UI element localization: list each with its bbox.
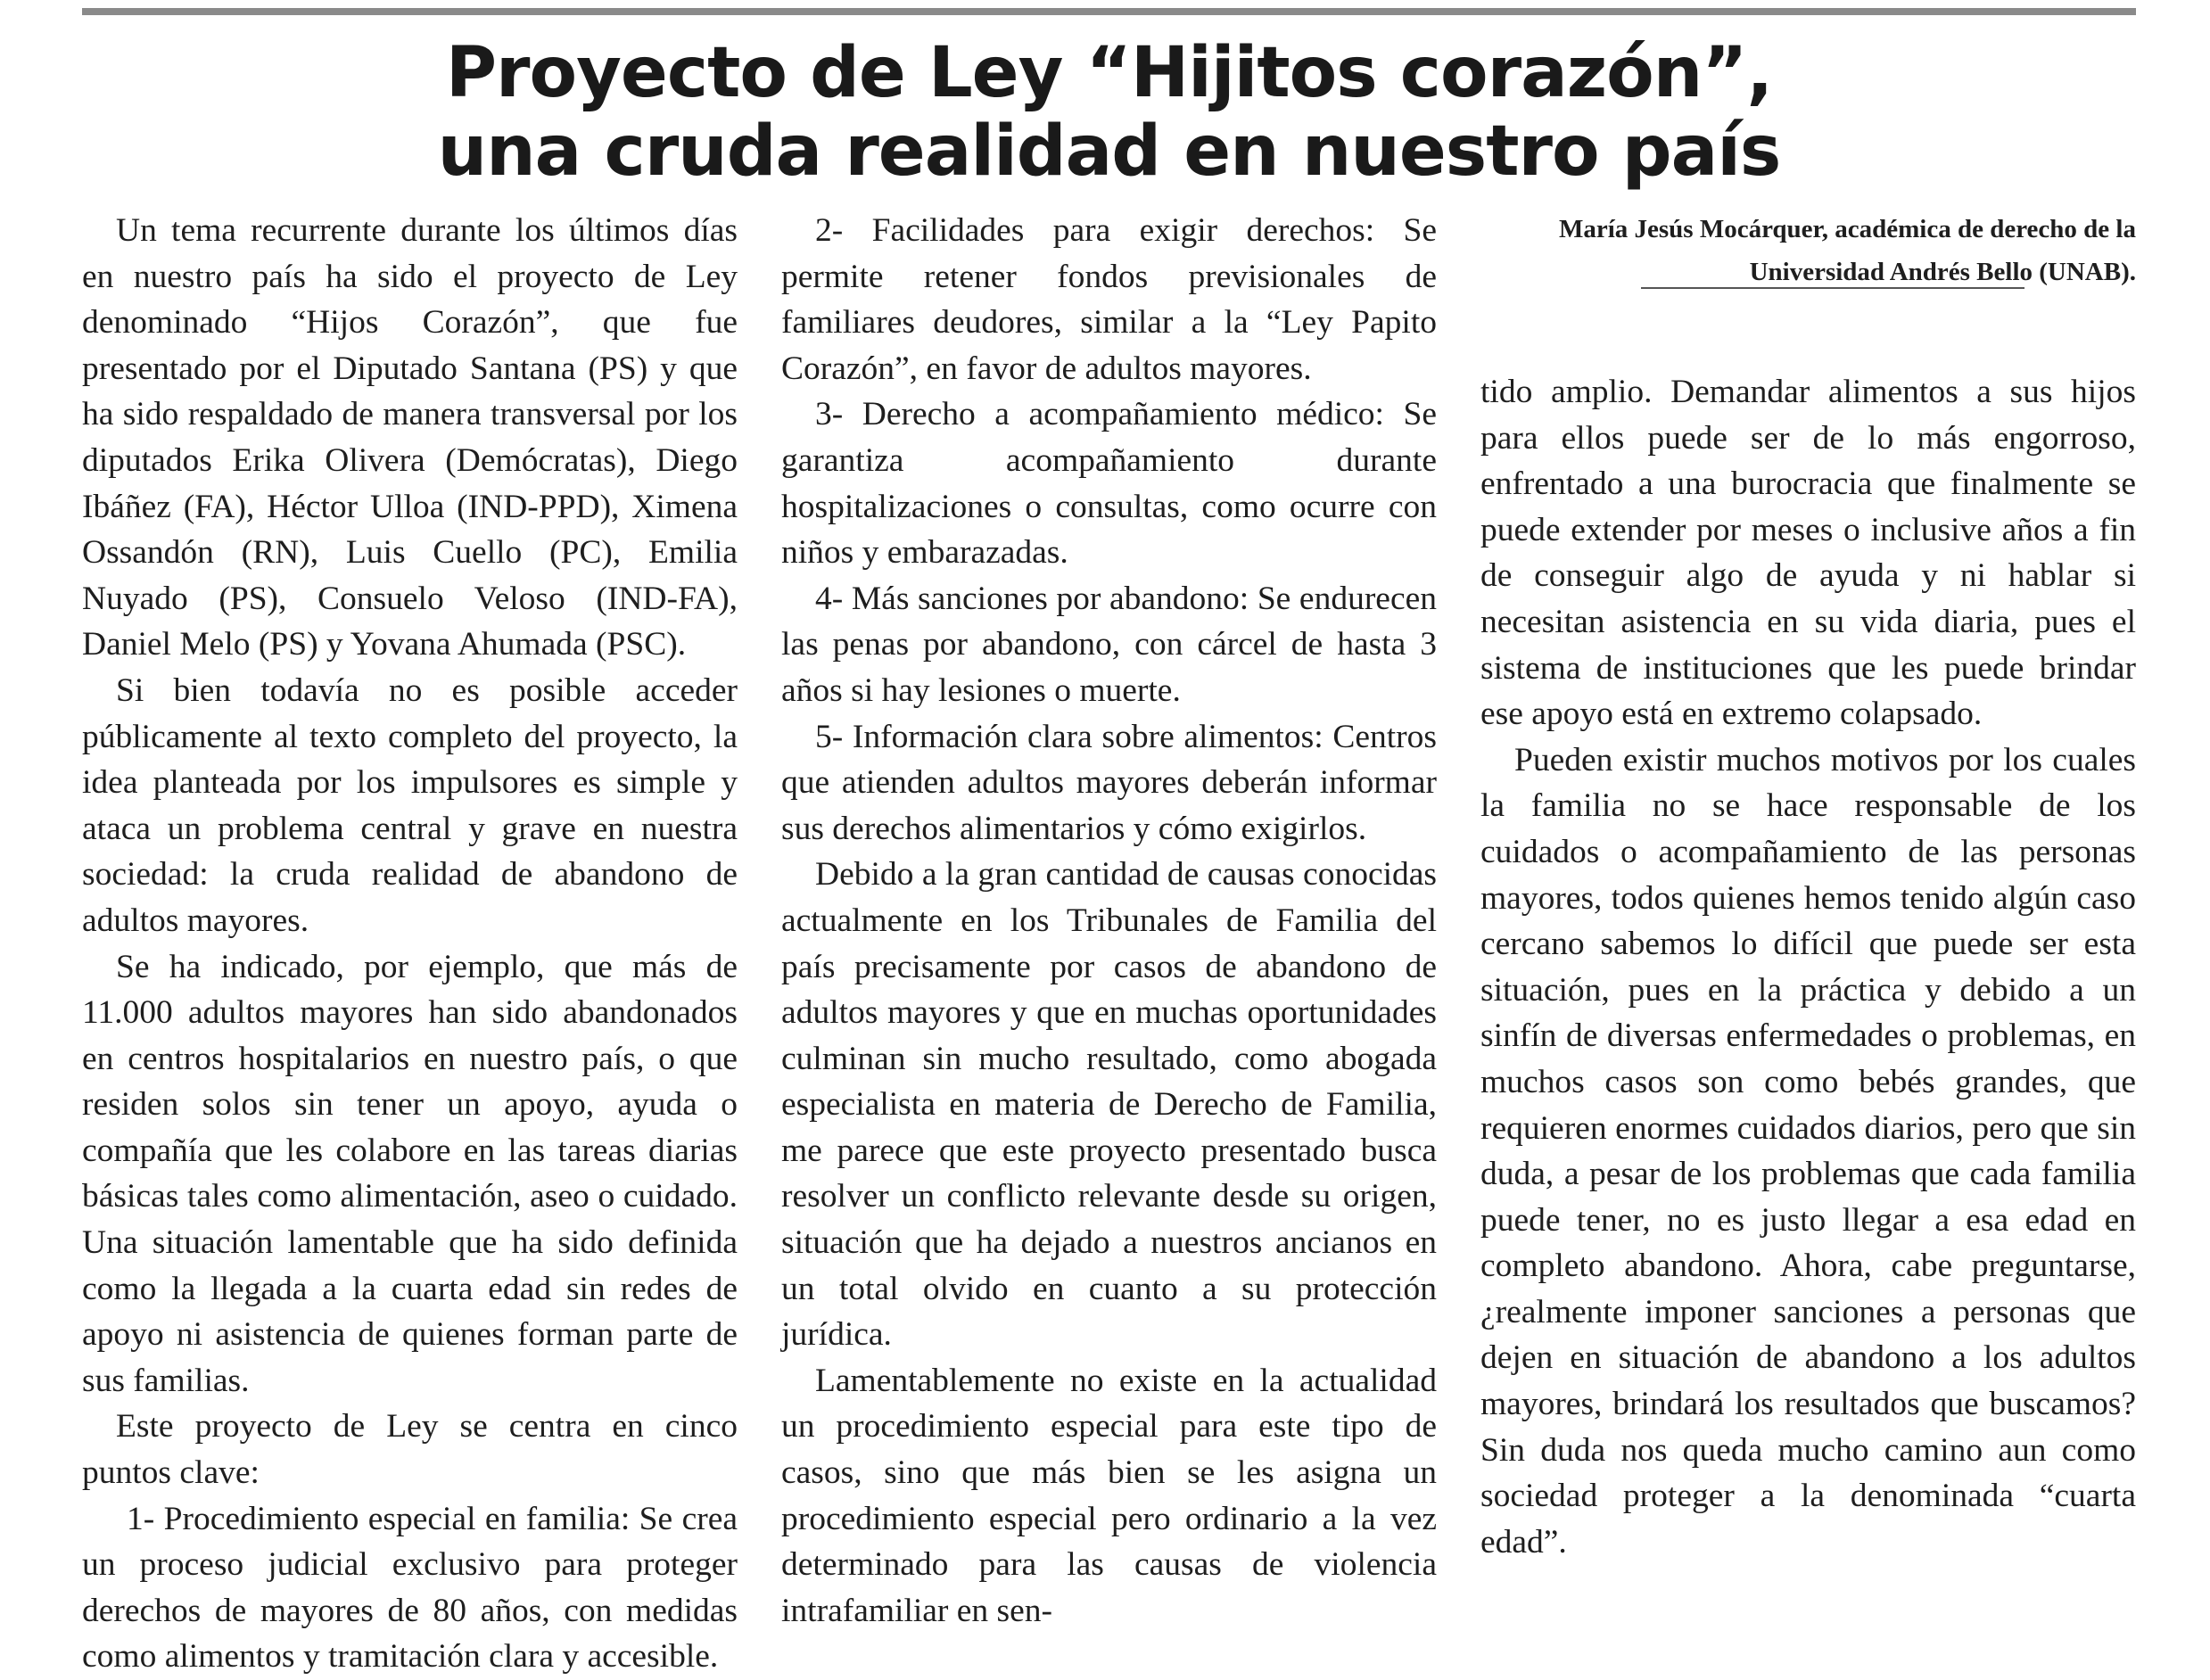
paragraph: Este proyecto de Ley se centra en cinco puntos clave: [82, 1408, 738, 1492]
paragraph: 2- Facilidades para exigir derechos: Se permite retener fondos previsionales de familiares deudores, similar a la “Ley Papito Corazón”, en favor de adultos mayores. [781, 212, 1437, 387]
paragraph: Se ha indicado, por ejemplo, que más de 11.000 adultos mayores han sido abandonados en centros hospitalarios en nuestro país, o que residen solos sin tener un apoyo, ayuda o compañía que les colabore en las tareas diarias básicas tales como alimentación, aseo o cuidado. Una situación lamentable que ha sido definida como la llegada a la cuarta edad sin redes de apoyo ni asistencia de quienes forman parte de sus familias. [82, 948, 738, 1399]
paragraph: 3- Derecho a acompañamiento médico: Se garantiza acompañamiento durante hospitalizaciones o consultas, como ocurre con niños y embarazadas. [781, 396, 1437, 572]
paragraph: Lamentablemente no existe en la actualidad un procedimiento especial para este tipo de casos, sino que más bien se les asigna un procedimiento especial pero ordinario a la vez determinado para las causas de violencia intrafamiliar en sen- [781, 1362, 1437, 1629]
paragraph: Debido a la gran cantidad de causas conocidas actualmente en los Tribunales de Familia del país precisamente por casos de abandono de adultos mayores y que en muchas oportunidades culminan sin mucho resultado, como abogada especialista en materia de Derecho de Familia, me parece que este proyecto presentado busca resolver un conflicto relevante desde su origen, situación que ha dejado a nuestros ancianos en un total olvido en cuanto a su protección jurídica. [781, 856, 1437, 1354]
paragraph: 5- Información clara sobre alimentos: Centros que atienden adultos mayores deberán informar sus derechos alimentarios y cómo exigirlos. [781, 718, 1437, 847]
byline-underline [1641, 287, 2024, 289]
article-headline [82, 34, 2136, 191]
paragraph: tido amplio. Demandar alimentos a sus hijos para ellos puede ser de lo más engorroso, enfrentado a una burocracia que finalmente se puede extender por meses o inclusive años a fin de conseguir algo de ayuda y ni hablar si necesitan asistencia en su vida diaria, pues el sistema de instituciones que les puede brindar ese apoyo está en extremo colapsado. [1480, 374, 2136, 733]
paragraph: 4- Más sanciones por abandono: Se endurecen las penas por abandono, con cárcel de hasta 3 años si hay lesiones o muerte. [781, 580, 1437, 709]
top-rule [82, 8, 2136, 15]
headline-line-1: Proyecto de Ley “Hijitos corazón”, [445, 33, 1773, 113]
column-3 [1480, 369, 2136, 1565]
column-2 [781, 208, 1437, 1634]
paragraph: 1- Procedimiento especial en familia: Se crea un proceso judicial exclusivo para proteger derechos de mayores de 80 años, con medidas como alimentos y tramitación clara y accesible. [82, 1500, 738, 1676]
paragraph: Un tema recurrente durante los últimos días en nuestro país ha sido el proyecto de Ley denominado “Hijos Corazón”, que fue presentado por el Diputado Santana (PS) y que ha sido respaldado de manera transversal por los diputados Erika Olivera (Demócratas), Diego Ibáñez (FA), Héctor Ulloa (IND-PPD), Ximena Ossandón (RN), Luis Cuello (PC), Emilia Nuyado (PS), Consuelo Veloso (IND-FA), Daniel Melo (PS) y Yovana Ahumada (PSC). [82, 212, 738, 663]
paragraph: Pueden existir muchos motivos por los cuales la familia no se hace responsable de los cuidados o acompañamiento de las personas mayores, todos quienes hemos tenido algún caso cercano sabemos lo difícil que puede ser esta situación, pues en la práctica y debido a un sinfín de diversas enfermedades o problemas, en muchos casos son como bebés grandes, que requieren enormes cuidados diarios, pero que sin duda, a pesar de los problemas que cada familia puede tener, no es justo llegar a esa edad en completo abandono. Ahora, cabe preguntarse, ¿realmente imponer sanciones a personas que dejen en situación de abandono a los adultos mayores, brindará los resultados que buscamos? Sin duda nos queda mucho camino aun como sociedad proteger a la denominada “cuarta edad”. [1480, 741, 2136, 1561]
column-1 [82, 208, 738, 1680]
author-byline: María Jesús Mocárquer, académica de derecho de la Universidad Andrés Bello (UNAB). [1558, 215, 2136, 286]
headline-line-2: una cruda realidad en nuestro país [437, 111, 1781, 192]
paragraph: Si bien todavía no es posible acceder públicamente al texto completo del proyecto, la idea planteada por los impulsores es simple y ataca un problema central y grave en nuestra sociedad: la cruda realidad de abandono de adultos mayores. [82, 671, 738, 939]
